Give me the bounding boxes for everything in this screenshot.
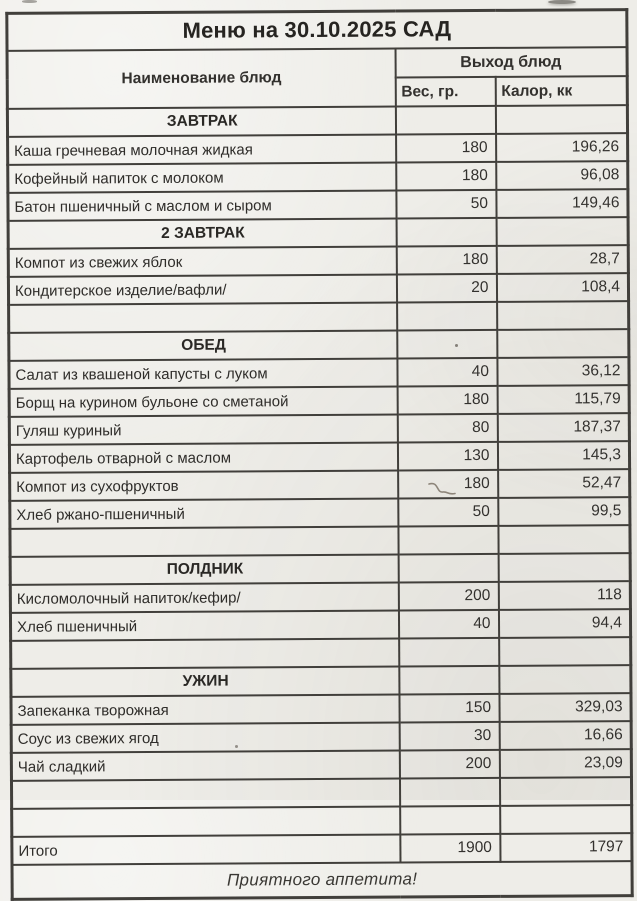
dish-name-cell: Картофель отварной с маслом: [9, 443, 397, 473]
weight-cell: 200: [399, 750, 499, 779]
dish-name-cell: Хлеб ржано-пшеничный: [10, 499, 398, 529]
section-title-cell: УЖИН: [11, 667, 399, 697]
calories-cell: 108,4: [496, 273, 628, 302]
dish-name-cell: [10, 527, 398, 557]
weight-cell: [396, 218, 496, 247]
weight-cell: 40: [397, 358, 497, 387]
dish-name-cell: Хлеб пшеничный: [10, 611, 398, 641]
calories-cell: [498, 525, 630, 554]
calories-cell: 187,37: [497, 413, 629, 442]
dish-name-cell: Запеканка творожная: [11, 695, 399, 725]
dish-row: [8, 133, 628, 165]
calories-cell: [497, 301, 629, 330]
dish-row: [8, 273, 628, 305]
weight-cell: 200: [398, 582, 498, 611]
weight-cell: 180: [396, 134, 496, 163]
column-header-calories: Калор, кк: [495, 76, 627, 106]
weight-cell: [397, 302, 497, 331]
weight-cell: 180: [396, 246, 496, 275]
calories-cell: 96,08: [496, 161, 628, 190]
section-title-cell: ПОЛДНИК: [10, 555, 398, 585]
calories-cell: 196,26: [496, 133, 628, 162]
weight-cell: 80: [397, 414, 497, 443]
empty-row: [9, 301, 629, 333]
dish-name-cell: Гуляш куриный: [9, 415, 397, 445]
calories-cell: 99,5: [498, 497, 630, 526]
weight-cell: 150: [399, 694, 499, 723]
dish-row: [9, 385, 629, 417]
dish-name-cell: [11, 639, 399, 669]
dish-name-cell: Каша гречневая молочная жидкая: [8, 135, 396, 165]
dish-name-cell: Компот из свежих яблок: [8, 247, 396, 277]
weight-cell: 130: [397, 442, 497, 471]
weight-cell: [400, 806, 500, 835]
weight-cell: [399, 638, 499, 667]
calories-cell: [498, 553, 630, 582]
dish-name-cell: Компот из сухофруктов: [10, 471, 398, 501]
weight-cell: 180: [396, 162, 496, 191]
dish-row: [8, 189, 628, 221]
column-header-output: Выход блюд: [395, 47, 627, 77]
weight-cell: 1900: [400, 834, 500, 863]
calories-cell: [496, 217, 628, 246]
weight-cell: 30: [399, 722, 499, 751]
scanned-menu-sheet: [5, 8, 630, 901]
menu-table-body: [7, 105, 632, 865]
dish-row: [9, 441, 629, 473]
section-title-cell: ЗАВТРАК: [7, 107, 395, 137]
weight-cell: [398, 526, 498, 555]
total-row: [12, 833, 632, 865]
calories-cell: 1797: [500, 833, 632, 862]
calories-cell: 145,3: [497, 441, 629, 470]
dish-row: [9, 357, 629, 389]
calories-cell: 329,03: [499, 693, 631, 722]
scan-smudge: [548, 0, 576, 4]
calories-cell: 23,09: [499, 749, 631, 778]
dish-row: [8, 161, 628, 193]
header-row-group: [7, 47, 627, 80]
empty-row: [12, 805, 632, 837]
column-header-weight: Вес, гр.: [395, 77, 495, 107]
calories-cell: [495, 105, 627, 134]
weight-cell: [395, 106, 495, 135]
empty-row: [10, 525, 630, 557]
dish-name-cell: Кофейный напиток с молоком: [8, 163, 396, 193]
dish-name-cell: Чай сладкий: [11, 751, 399, 781]
scan-smudge: [22, 0, 37, 3]
dish-name-cell: Батон пшеничный с маслом и сыром: [8, 191, 396, 221]
calories-cell: [497, 329, 629, 358]
calories-cell: [499, 665, 631, 694]
calories-cell: 28,7: [496, 245, 628, 274]
calories-cell: [499, 637, 631, 666]
weight-cell: 50: [398, 498, 498, 527]
calories-cell: 52,47: [498, 469, 630, 498]
calories-cell: 115,79: [497, 385, 629, 414]
calories-cell: 94,4: [498, 609, 630, 638]
dish-name-cell: Кондитерское изделие/вафли/: [8, 275, 396, 305]
dish-name-cell: Борщ на курином бульоне со сметаной: [9, 387, 397, 417]
weight-cell: [398, 554, 498, 583]
section-row: [9, 329, 629, 361]
calories-cell: 118: [498, 581, 630, 610]
dish-row: [9, 413, 629, 445]
page-title: Меню на 30.10.2025 САД: [7, 10, 627, 51]
dish-name-cell: Итого: [12, 835, 400, 865]
calories-cell: [499, 777, 631, 806]
empty-row: [11, 637, 631, 669]
dish-row: [10, 469, 630, 501]
menu-table: [5, 8, 633, 901]
calories-cell: [500, 805, 632, 834]
dish-name-cell: Соус из свежих ягод: [11, 723, 399, 753]
section-row: [10, 553, 630, 585]
weight-cell: 180: [398, 470, 498, 499]
weight-cell: [397, 330, 497, 359]
weight-cell: 40: [398, 610, 498, 639]
weight-cell: 180: [397, 386, 497, 415]
dish-row: [11, 749, 631, 781]
footer-row: [12, 861, 632, 899]
dish-name-cell: [11, 779, 399, 809]
empty-row: [11, 777, 631, 809]
dish-row: [10, 581, 630, 613]
section-row: [7, 105, 627, 137]
dish-row: [11, 693, 631, 725]
dish-row: [8, 245, 628, 277]
dish-row: [11, 721, 631, 753]
dish-name-cell: Салат из квашеной капусты с луком: [9, 359, 397, 389]
dish-name-cell: Кисломолочный напиток/кефир/: [10, 583, 398, 613]
section-title-cell: 2 ЗАВТРАК: [8, 219, 396, 249]
dish-name-cell: [12, 807, 400, 837]
weight-cell: 20: [396, 274, 496, 303]
calories-cell: 36,12: [497, 357, 629, 386]
calories-cell: 16,66: [499, 721, 631, 750]
weight-cell: 50: [396, 190, 496, 219]
title-row: [7, 10, 627, 51]
dish-row: [10, 497, 630, 529]
section-row: [11, 665, 631, 697]
calories-cell: 149,46: [496, 189, 628, 218]
footer-note: Приятного аппетита!: [12, 861, 632, 899]
weight-cell: [399, 778, 499, 807]
dish-row: [10, 609, 630, 641]
section-title-cell: ОБЕД: [9, 331, 397, 361]
dish-name-cell: [9, 303, 397, 333]
column-header-name: Наименование блюд: [7, 49, 395, 109]
weight-cell: [399, 666, 499, 695]
section-row: [8, 217, 628, 249]
